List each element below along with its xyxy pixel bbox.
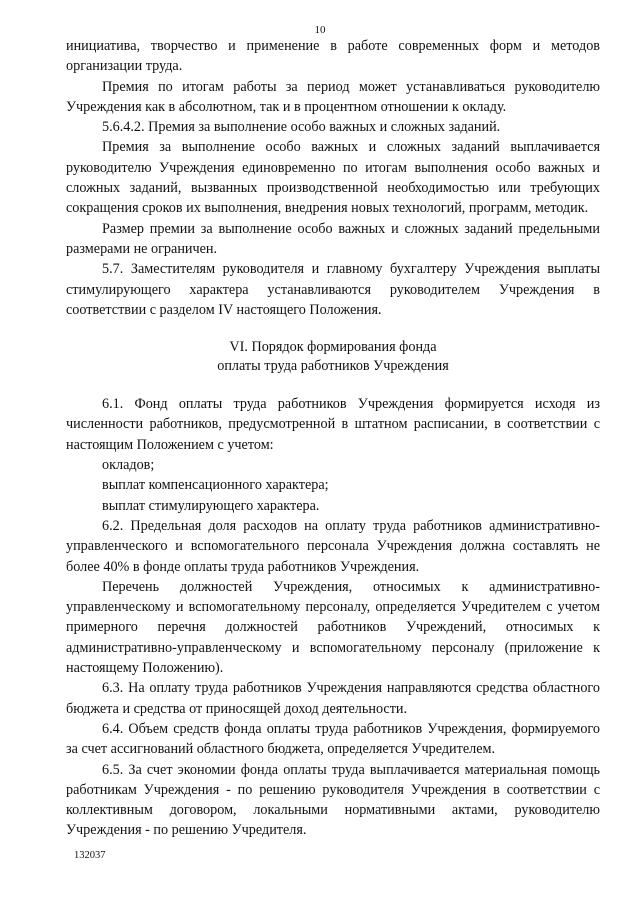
paragraph: 6.3. На оплату труда работников Учреждения направляются средства областного бюджета и средства от приносящей доход деятельности.	[66, 680, 600, 717]
paragraph: инициатива, творчество и применение в работе современных форм и методов организации труда.	[66, 38, 600, 75]
paragraph: 6.5. За счет экономии фонда оплаты труда выплачивается материальная помощь работникам Учреждения - по решению руководителя Учреждения в соответствии с коллективным договором, локальными нормативными актами, руководителю Учреждения - по решению Учредителя.	[66, 761, 600, 839]
paragraph: Премия за выполнение особо важных и сложных заданий выплачивается руководителю Учреждения единовременно по итогам выполнения особо важных и сложных заданий, вызванных производственной необходимостью или требующих сокращения сроков их выполнения, внедрения новых технологий, программ, методик.	[66, 139, 600, 217]
document-code: 132037	[74, 850, 106, 861]
list-item: окладов;	[102, 457, 155, 474]
list-item: выплат стимулирующего характера.	[102, 497, 320, 514]
paragraph: Перечень должностей Учреждения, относимых к административно-управленческому и вспомогательному персоналу, определяется Учредителем с учетом примерного перечня должностей работников Учреждений, относимых к административно-управленческому и вспомогательному персоналу (приложение к настоящему Положению).	[66, 578, 600, 677]
document-body	[66, 36, 600, 841]
list-item: выплат компенсационного характера;	[102, 477, 329, 494]
paragraph: 5.7. Заместителям руководителя и главному бухгалтеру Учреждения выплаты стимулирующего характера устанавливаются руководителем Учреждения в соответствии с разделом IV настоящего Положения.	[66, 261, 600, 318]
paragraph: 5.6.4.2. Премия за выполнение особо важных и сложных заданий.	[102, 119, 501, 136]
page-number: 10	[314, 24, 326, 36]
section-heading-line: оплаты труда работников Учреждения	[217, 357, 449, 374]
section-heading	[66, 338, 600, 375]
paragraph: Размер премии за выполнение особо важных и сложных заданий предельными размерами не ограничен.	[66, 220, 600, 257]
paragraph: 6.1. Фонд оплаты труда работников Учреждения формируется исходя из численности работников, предусмотренной в штатном расписании, в соответствии с настоящим Положением с учетом:	[66, 396, 600, 453]
paragraph: 6.2. Предельная доля расходов на оплату труда работников административно-управленческого и вспомогательного персонала Учреждения должна составлять не более 40% в фонде оплаты труда работников Учреждения.	[66, 517, 600, 575]
section-heading-line: VI. Порядок формирования фонда	[229, 339, 437, 356]
paragraph: Премия по итогам работы за период может устанавливаться руководителю Учреждения как в абсолютном, так и в процентном отношении к окладу.	[66, 78, 600, 115]
paragraph: 6.4. Объем средств фонда оплаты труда работников Учреждения, формируемого за счет ассигнований областного бюджета, определяется Учредителем.	[66, 720, 600, 758]
